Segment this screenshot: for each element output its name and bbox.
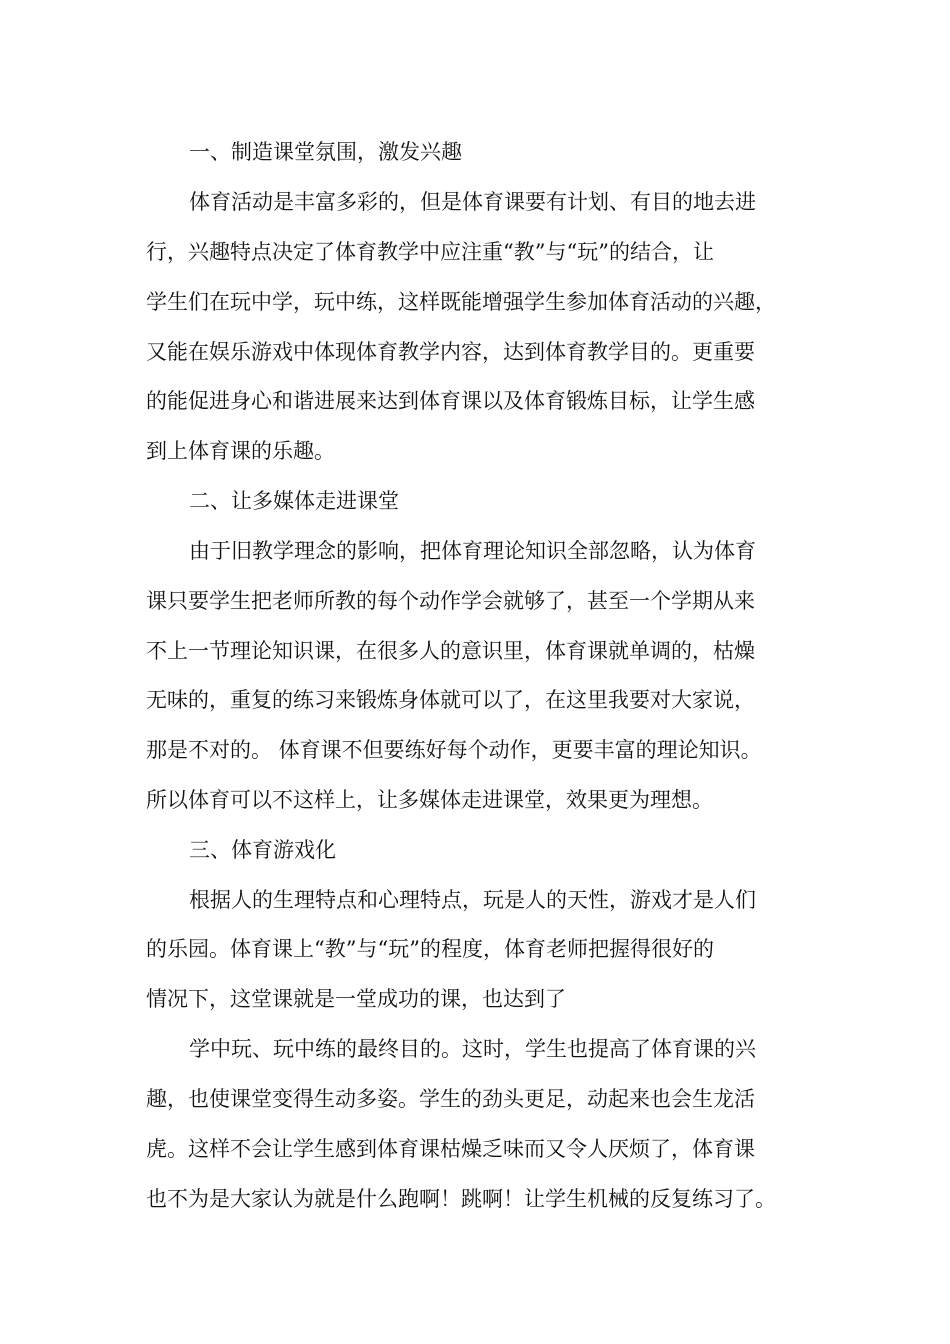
paragraph-line: 又能在娱乐游戏中体现体育教学内容，达到体育教学目的。更重要 [146,340,755,364]
paragraph-line: 体育活动是丰富多彩的，但是体育课要有计划、有目的地去进 [189,190,756,214]
paragraph-line: 学中玩、玩中练的最终目的。这时，学生也提高了体育课的兴 [189,1037,756,1061]
paragraph-line: 那是不对的。 体育课不但要练好每个动作，更要丰富的理论知识。 [146,738,762,762]
paragraph-line: 根据人的生理特点和心理特点，玩是人的天性，游戏才是人们 [189,888,756,912]
paragraph-line: 情况下，这堂课就是一堂成功的课，也达到了 [146,987,566,1011]
paragraph-line: 的能促进身心和谐进展来达到体育课以及体育锻炼目标，让学生感 [146,389,755,413]
paragraph-line: 也不为是大家认为就是什么跑啊！跳啊！让学生机械的反复练习了。 [146,1187,776,1211]
section-heading-2: 二、让多媒体走进课堂 [189,489,399,513]
paragraph-line: 虎。这样不会让学生感到体育课枯燥乏味而又令人厌烦了，体育课 [146,1137,755,1161]
paragraph-line: 课只要学生把老师所教的每个动作学会就够了，甚至一个学期从来 [146,589,755,613]
paragraph-line: 所以体育可以不这样上，让多媒体走进课堂，效果更为理想。 [146,788,713,812]
section-heading-3: 三、体育游戏化 [189,838,336,862]
paragraph-line: 不上一节理论知识课，在很多人的意识里，体育课就单调的，枯燥 [146,639,755,663]
paragraph-line: 的乐园。体育课上“教”与“玩”的程度，体育老师把握得很好的 [146,937,714,961]
section-heading-1: 一、制造课堂氛围，激发兴趣 [189,140,462,164]
paragraph-line: 学生们在玩中学，玩中练，这样既能增强学生参加体育活动的兴趣， [146,290,776,314]
paragraph-line: 行，兴趣特点决定了体育教学中应注重“教”与“玩”的结合，让 [146,240,714,264]
paragraph-line: 由于旧教学理念的影响，把体育理论知识全部忽略，认为体育 [189,539,756,563]
paragraph-line: 到上体育课的乐趣。 [146,439,335,463]
paragraph-line: 趣，也使课堂变得生动多姿。学生的劲头更足，动起来也会生龙活 [146,1087,755,1111]
paragraph-line: 无味的，重复的练习来锻炼身体就可以了，在这里我要对大家说， [146,688,755,712]
